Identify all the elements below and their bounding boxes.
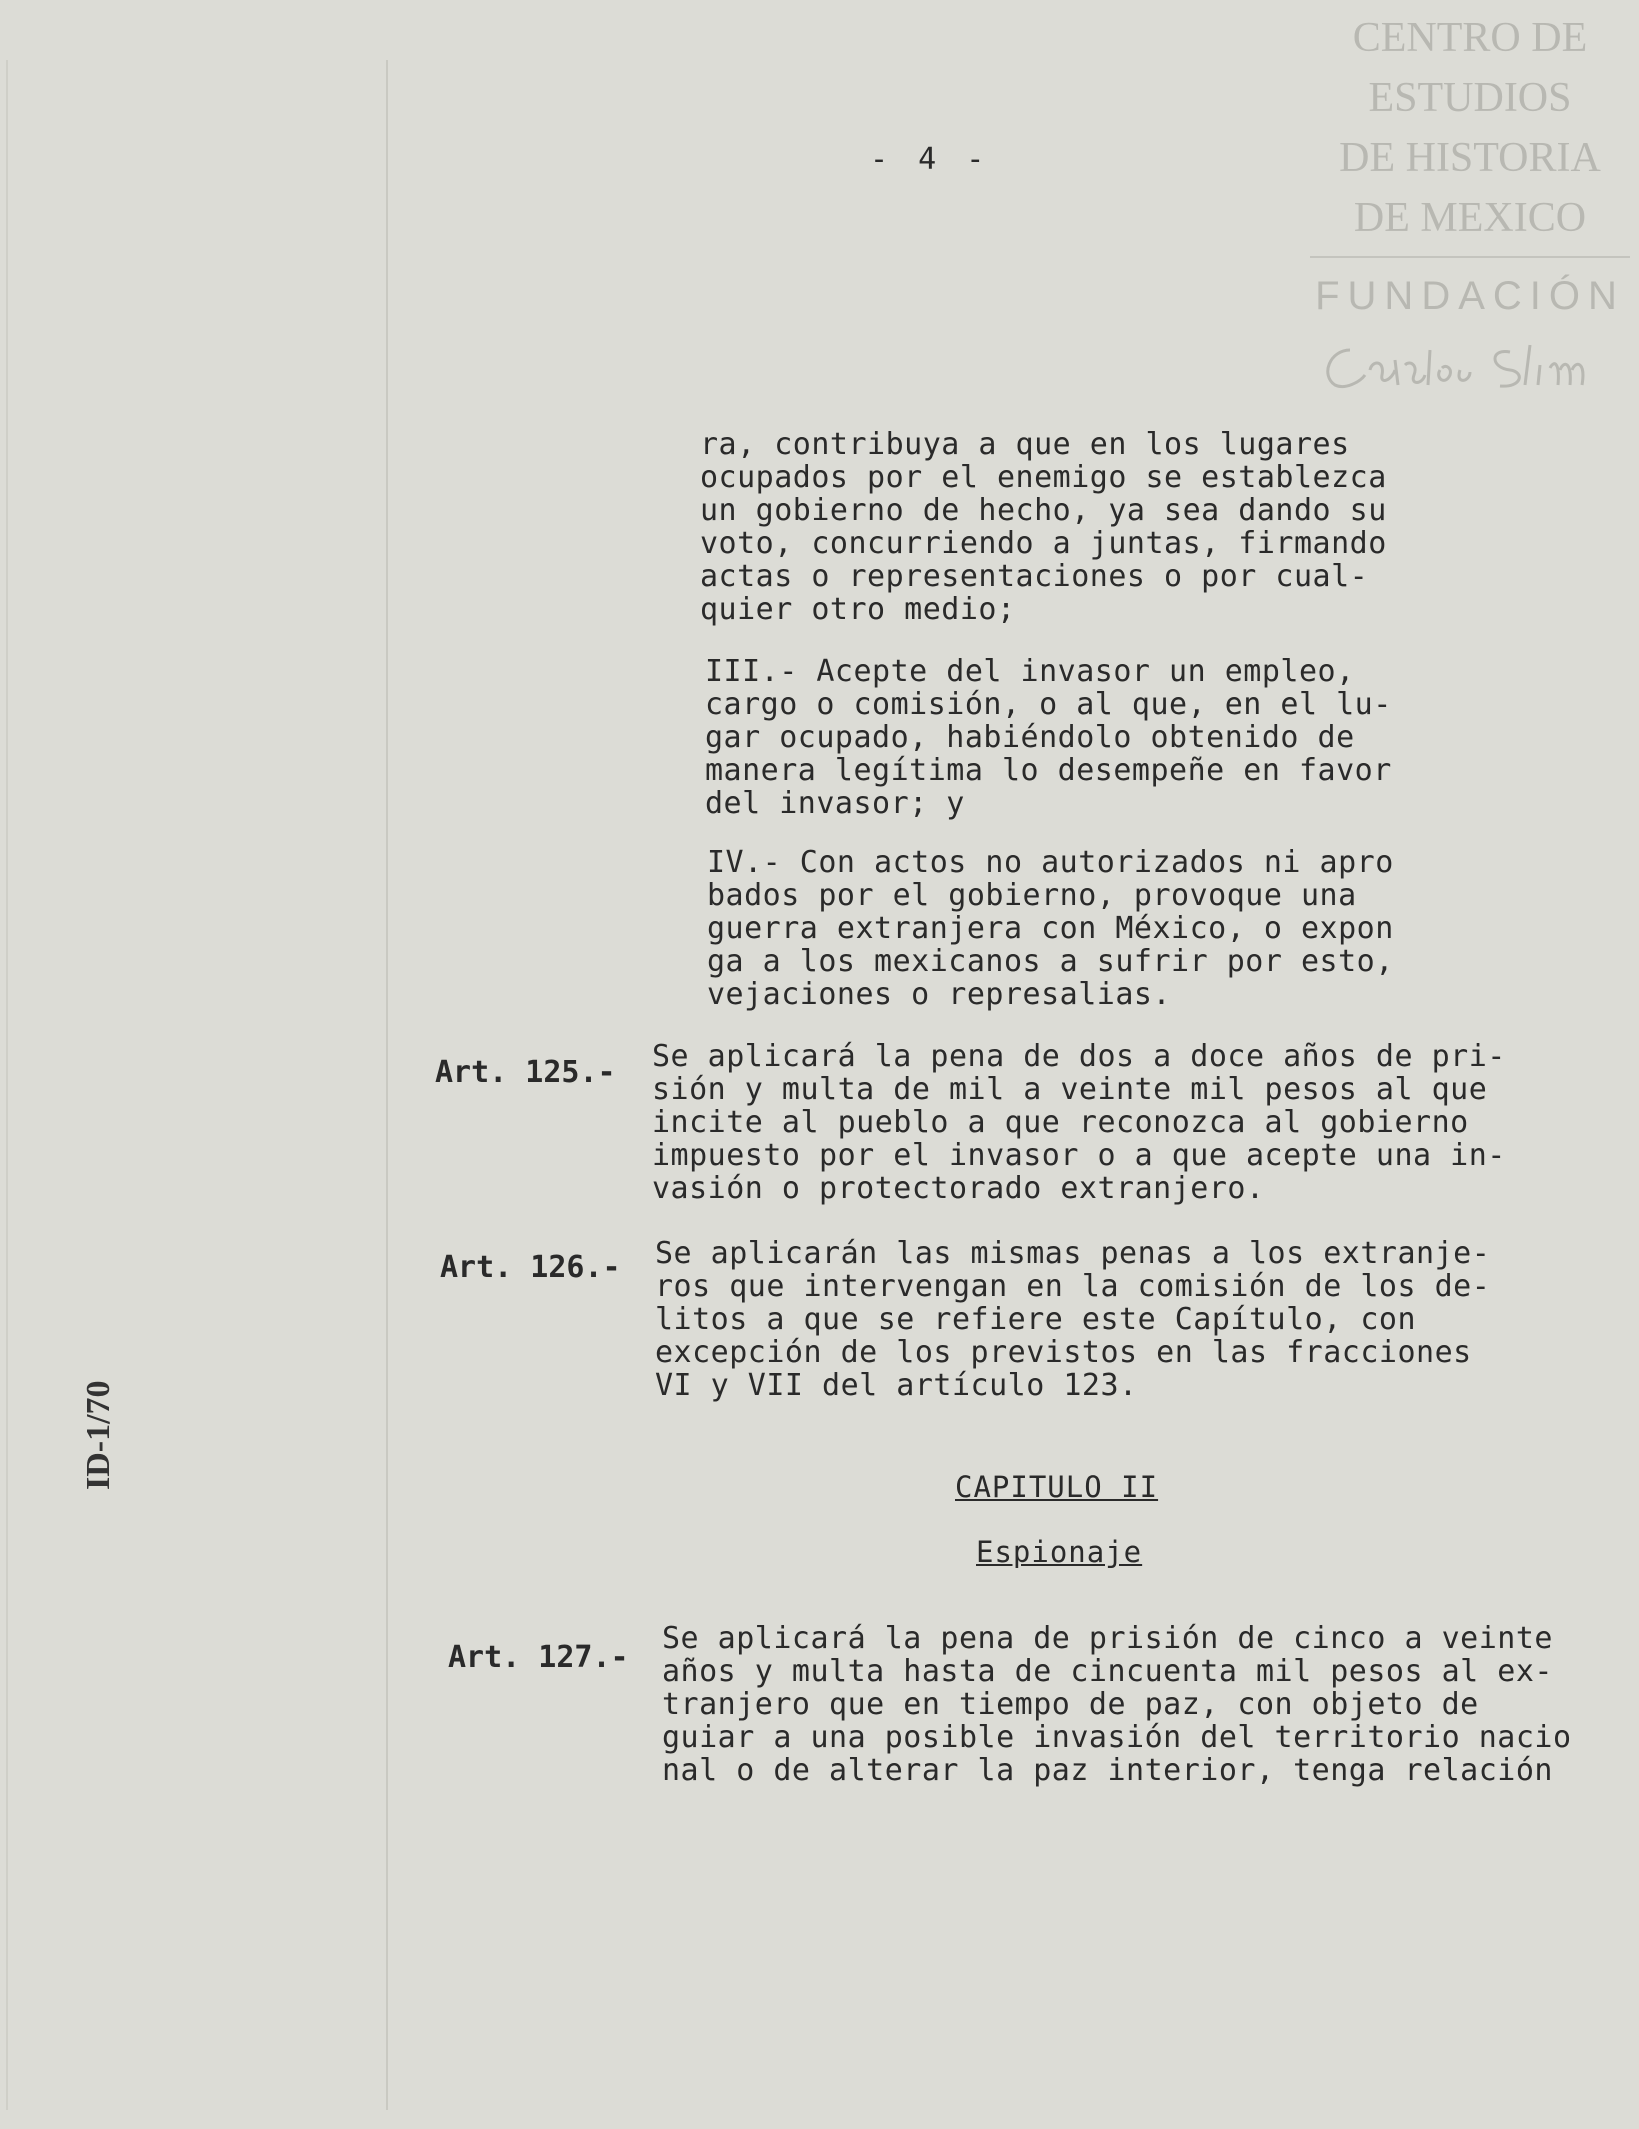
article-label: Art. 126.- xyxy=(440,1250,621,1285)
article-text: Se aplicará la pena de prisión de cinco a veinte años y multa hasta de cincuenta mil pesos al ex- tranjero que en tiempo de paz, con objeto de guiar a una posible invasión del territorio nacio nal o de alterar la paz interior, tenga relación xyxy=(662,1621,1572,1788)
article-text: Se aplicará la pena de dos a doce años de pri- sión y multa de mil a veinte mil pesos al que incite al pueblo a que reconozca al gobierno impuesto por el invasor o a que acepte una in- vasión o protectorado extranjero. xyxy=(652,1039,1506,1206)
watermark-line: DE MEXICO xyxy=(1353,195,1587,241)
archive-code: ID-1/70 xyxy=(80,1380,117,1490)
article-label: Art. 127.- xyxy=(448,1640,629,1675)
chapter-title: CAPITULO II xyxy=(955,1470,1159,1504)
watermark-line: CENTRO DE xyxy=(1352,15,1588,61)
chapter-subtitle: Espionaje xyxy=(976,1535,1143,1569)
signature-logo-icon xyxy=(1310,330,1630,400)
left-page-edge xyxy=(6,60,8,2110)
watermark-line: ESTUDIOS xyxy=(1368,75,1572,121)
watermark-divider xyxy=(1310,256,1630,258)
archive-watermark xyxy=(1310,8,1630,400)
article-text: Se aplicarán las mismas penas a los extranje- ros que intervengan en la comisión de los de- litos a que se refiere este Capítulo, con excepción de los previstos en las fracciones VI y VII del artículo 123. xyxy=(655,1236,1491,1403)
watermark-line: DE HISTORIA xyxy=(1339,135,1601,181)
fraction-iii: III.- Acepte del invasor un empleo, cargo o comisión, o al que, en el lu- gar ocupado, habiéndolo obtenido de manera legítima lo desempeñe en favor del invasor; y xyxy=(705,654,1392,821)
margin-rule xyxy=(386,60,388,2110)
paragraph-continuation: ra, contribuya a que en los lugares ocupados por el enemigo se establezca un gobierno de hecho, ya sea dando su voto, concurriendo a juntas, firmando actas o representaciones o por cual- quier otro medio; xyxy=(700,427,1387,627)
watermark-foundation: FUNDACIÓN xyxy=(1315,274,1625,318)
fraction-iv: IV.- Con actos no autorizados ni apro bados por el gobierno, provoque una guerra extranjera con México, o expon ga a los mexicanos a sufrir por esto, vejaciones o represalias. xyxy=(707,845,1394,1012)
page-number: - 4 - xyxy=(870,142,991,177)
article-label: Art. 125.- xyxy=(435,1055,616,1090)
